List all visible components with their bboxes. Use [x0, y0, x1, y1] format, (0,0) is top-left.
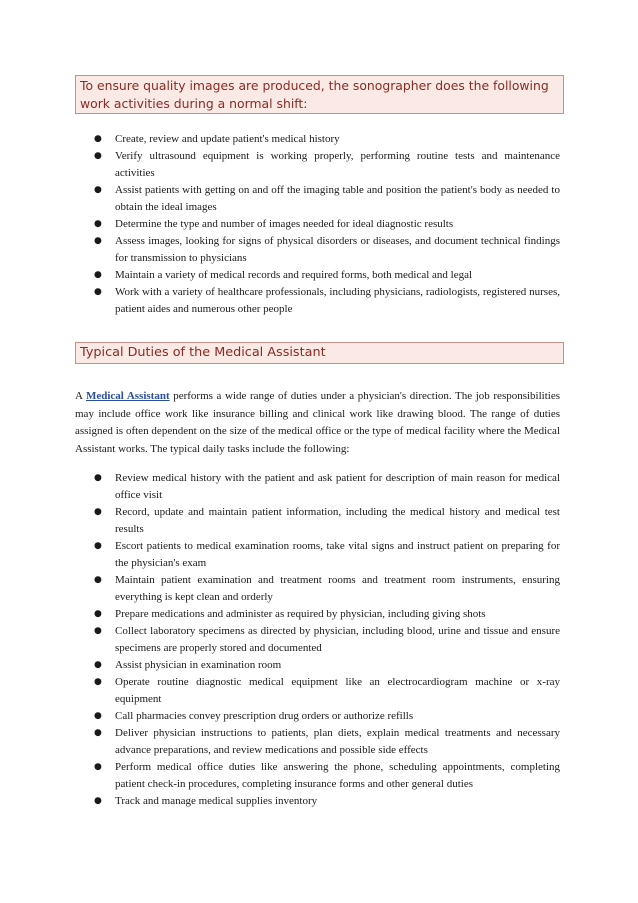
list-item: ● Create, review and update patient's medical history: [92, 131, 560, 148]
list-item: ● Perform medical office duties like answering the phone, scheduling appointments, completing patient check-in procedures, completing insurance forms and other general duties: [94, 761, 560, 790]
bullet-icon: ●: [94, 185, 102, 195]
list-item: ● Review medical history with the patient and ask patient for description of main reason for medical office visit: [94, 472, 560, 501]
medical-assistant-heading-text: Typical Duties of the Medical Assistant: [80, 345, 326, 360]
bullet-icon: ●: [94, 728, 102, 738]
bullet-icon: ●: [94, 762, 102, 772]
medical-assistant-link[interactable]: Medical Assistant: [85, 390, 170, 402]
list-item: ● Operate routine diagnostic medical equipment like an electrocardiogram machine or x-ray equipment: [94, 676, 560, 705]
sonographer-activities-list: [92, 131, 560, 318]
sonographer-section-heading: [75, 75, 564, 114]
bullet-icon: ●: [94, 507, 102, 517]
bullet-icon: ●: [94, 151, 102, 161]
bullet-icon: ●: [94, 609, 102, 619]
list-item: ● Assess images, looking for signs of physical disorders or diseases, and document technical findings for transmission to physicians: [94, 235, 560, 264]
bullet-icon: ●: [94, 270, 102, 280]
list-item: ● Track and manage medical supplies inventory: [92, 793, 560, 810]
list-item: ● Prepare medications and administer as required by physician, including giving shots: [92, 606, 560, 623]
bullet-icon: ●: [94, 473, 102, 483]
medical-assistant-section-heading: [75, 342, 564, 364]
list-item: ● Work with a variety of healthcare professionals, including physicians, radiologists, registered nurses, patient aides and numerous other people: [94, 286, 560, 315]
bullet-icon: ●: [94, 796, 102, 806]
bullet-icon: ●: [94, 134, 102, 144]
bullet-icon: ●: [94, 660, 102, 670]
list-item: ● Record, update and maintain patient information, including the medical history and medical test results: [94, 506, 560, 535]
list-item: ● Call pharmacies convey prescription drug orders or authorize refills: [92, 708, 560, 725]
list-item: ● Collect laboratory specimens as directed by physician, including blood, urine and tissue and ensure specimens are properly stored and documented: [94, 625, 560, 654]
bullet-icon: ●: [94, 626, 102, 636]
bullet-icon: ●: [94, 236, 102, 246]
list-item: ● Deliver physician instructions to patients, plan diets, explain medical treatments and necessary advance preparations, and review medications and possible side effects: [94, 727, 560, 756]
sonographer-heading-text: To ensure quality images are produced, the sonographer does the following work activities during a normal shift:: [80, 78, 549, 111]
medical-assistant-duties-list: [92, 470, 560, 810]
medical-assistant-intro-paragraph: A Medical Assistant performs a wide range of duties under a physician's direction. The job responsibilities may include office work like insurance billing and clinical work like drawing blood. The range of duties assigned is often dependent on the size of the medical office or the type of medical facility where the Medical Assistant works. The typical daily tasks include the following:: [75, 390, 561, 455]
bullet-icon: ●: [94, 677, 102, 687]
list-item: ● Verify ultrasound equipment is working properly, performing routine tests and maintenance activities: [94, 150, 560, 179]
list-item: ● Escort patients to medical examination rooms, take vital signs and instruct patient on preparing for the physician's exam: [94, 540, 560, 569]
bullet-icon: ●: [94, 711, 102, 721]
bullet-icon: ●: [94, 575, 102, 585]
list-item: ● Maintain patient examination and treatment rooms and treatment room instruments, ensuring everything is kept clean and orderly: [94, 574, 560, 603]
bullet-icon: ●: [94, 219, 102, 229]
bullet-icon: ●: [94, 287, 102, 297]
list-item: ● Maintain a variety of medical records and required forms, both medical and legal: [92, 267, 560, 284]
list-item: ● Assist patients with getting on and off the imaging table and position the patient's body as needed to obtain the ideal images: [94, 184, 560, 213]
list-item: ● Assist physician in examination room: [92, 657, 560, 674]
list-item: ● Determine the type and number of images needed for ideal diagnostic results: [92, 216, 560, 233]
bullet-icon: ●: [94, 541, 102, 551]
